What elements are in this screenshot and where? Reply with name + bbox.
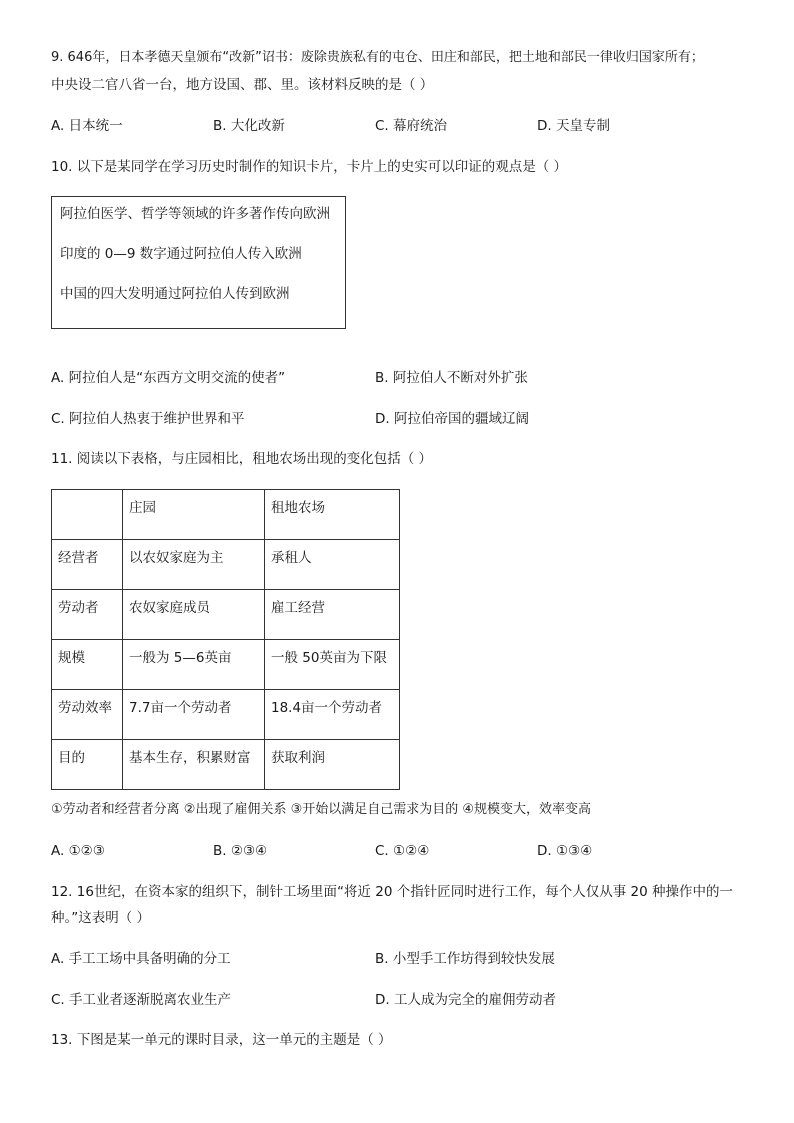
card-fact-1: 阿拉伯医学、哲学等领域的许多著作传向欧洲	[60, 206, 330, 222]
table-cell: 劳动效率	[52, 690, 123, 740]
table-cell: 7.7亩一个劳动者	[123, 690, 265, 740]
comparison-table	[51, 489, 400, 790]
table-cell: 18.4亩一个劳动者	[265, 690, 400, 740]
table-row	[52, 540, 400, 590]
q9-option-b: B. 大化改新	[213, 118, 285, 134]
q11-option-a: A. ①②③	[51, 843, 105, 859]
table-cell: 一般 50英亩为下限	[265, 640, 400, 690]
table-cell: 规模	[52, 640, 123, 690]
q12-option-b: B. 小型手工作坊得到较快发展	[375, 951, 555, 967]
q12-option-c: C. 手工业者逐渐脱离农业生产	[51, 992, 232, 1008]
table-row	[52, 740, 400, 790]
table-row	[52, 490, 400, 540]
table-cell: 承租人	[265, 540, 400, 590]
table-row	[52, 640, 400, 690]
q9-stem-line1: 9. 646年，日本孝德天皇颁布“改新”诏书：废除贵族私有的屯仓、田庄和部民，把土地和部民一律收归国家所有；	[51, 50, 704, 65]
q11-option-c: C. ①②④	[375, 843, 430, 859]
q13-stem: 13. 下图是某一单元的课时目录，这一单元的主题是（ ）	[51, 1032, 392, 1048]
q10-option-a: A. 阿拉伯人是“东西方文明交流的使者”	[51, 370, 286, 386]
q10-option-d: D. 阿拉伯帝国的疆域辽阔	[375, 411, 529, 427]
table-cell: 获取利润	[265, 740, 400, 790]
table-cell	[52, 490, 123, 540]
q10-option-b: B. 阿拉伯人不断对外扩张	[375, 370, 528, 386]
q9-option-d: D. 天皇专制	[537, 118, 610, 134]
q10-option-c: C. 阿拉伯人热衷于维护世界和平	[51, 411, 245, 427]
table-cell: 租地农场	[265, 490, 400, 540]
table-cell: 以农奴家庭为主	[123, 540, 265, 590]
knowledge-card	[51, 196, 346, 329]
q11-option-b: B. ②③④	[213, 843, 268, 859]
q9-option-c: C. 幕府统治	[375, 118, 448, 134]
table-row	[52, 690, 400, 740]
table-cell: 经营者	[52, 540, 123, 590]
table-cell: 一般为 5—6英亩	[123, 640, 265, 690]
q9-stem-line2: 中央设二官八省一台，地方设国、郡、里。该材料反映的是（ ）	[51, 77, 434, 93]
q12-stem-line2: 种。”这表明（ ）	[51, 910, 151, 926]
card-fact-3: 中国的四大发明通过阿拉伯人传到欧洲	[60, 286, 290, 302]
q12-stem-line1: 12. 16世纪，在资本家的组织下，制针工场里面“将近 20 个指针匠同时进行工作，每个人仅从事 20 种操作中的一	[51, 884, 733, 900]
q11-statements: ①劳动者和经营者分离 ②出现了雇佣关系 ③开始以满足自己需求为目的 ④规模变大，效率变高	[51, 802, 592, 817]
q11-stem: 11. 阅读以下表格，与庄园相比，租地农场出现的变化包括（ ）	[51, 451, 433, 467]
table-cell: 劳动者	[52, 590, 123, 640]
table-cell: 雇工经营	[265, 590, 400, 640]
table-cell: 庄园	[123, 490, 265, 540]
q9-option-a: A. 日本统一	[51, 118, 123, 134]
card-fact-2: 印度的 0—9 数字通过阿拉伯人传入欧洲	[60, 246, 302, 262]
table-cell: 目的	[52, 740, 123, 790]
table-cell: 基本生存，积累财富	[123, 740, 265, 790]
q12-option-a: A. 手工工场中具备明确的分工	[51, 951, 231, 967]
q11-option-d: D. ①③④	[537, 843, 593, 859]
q10-stem: 10. 以下是某同学在学习历史时制作的知识卡片，卡片上的史实可以印证的观点是（ ）	[51, 159, 568, 175]
table-row	[52, 590, 400, 640]
table-cell: 农奴家庭成员	[123, 590, 265, 640]
q12-option-d: D. 工人成为完全的雇佣劳动者	[375, 992, 556, 1008]
